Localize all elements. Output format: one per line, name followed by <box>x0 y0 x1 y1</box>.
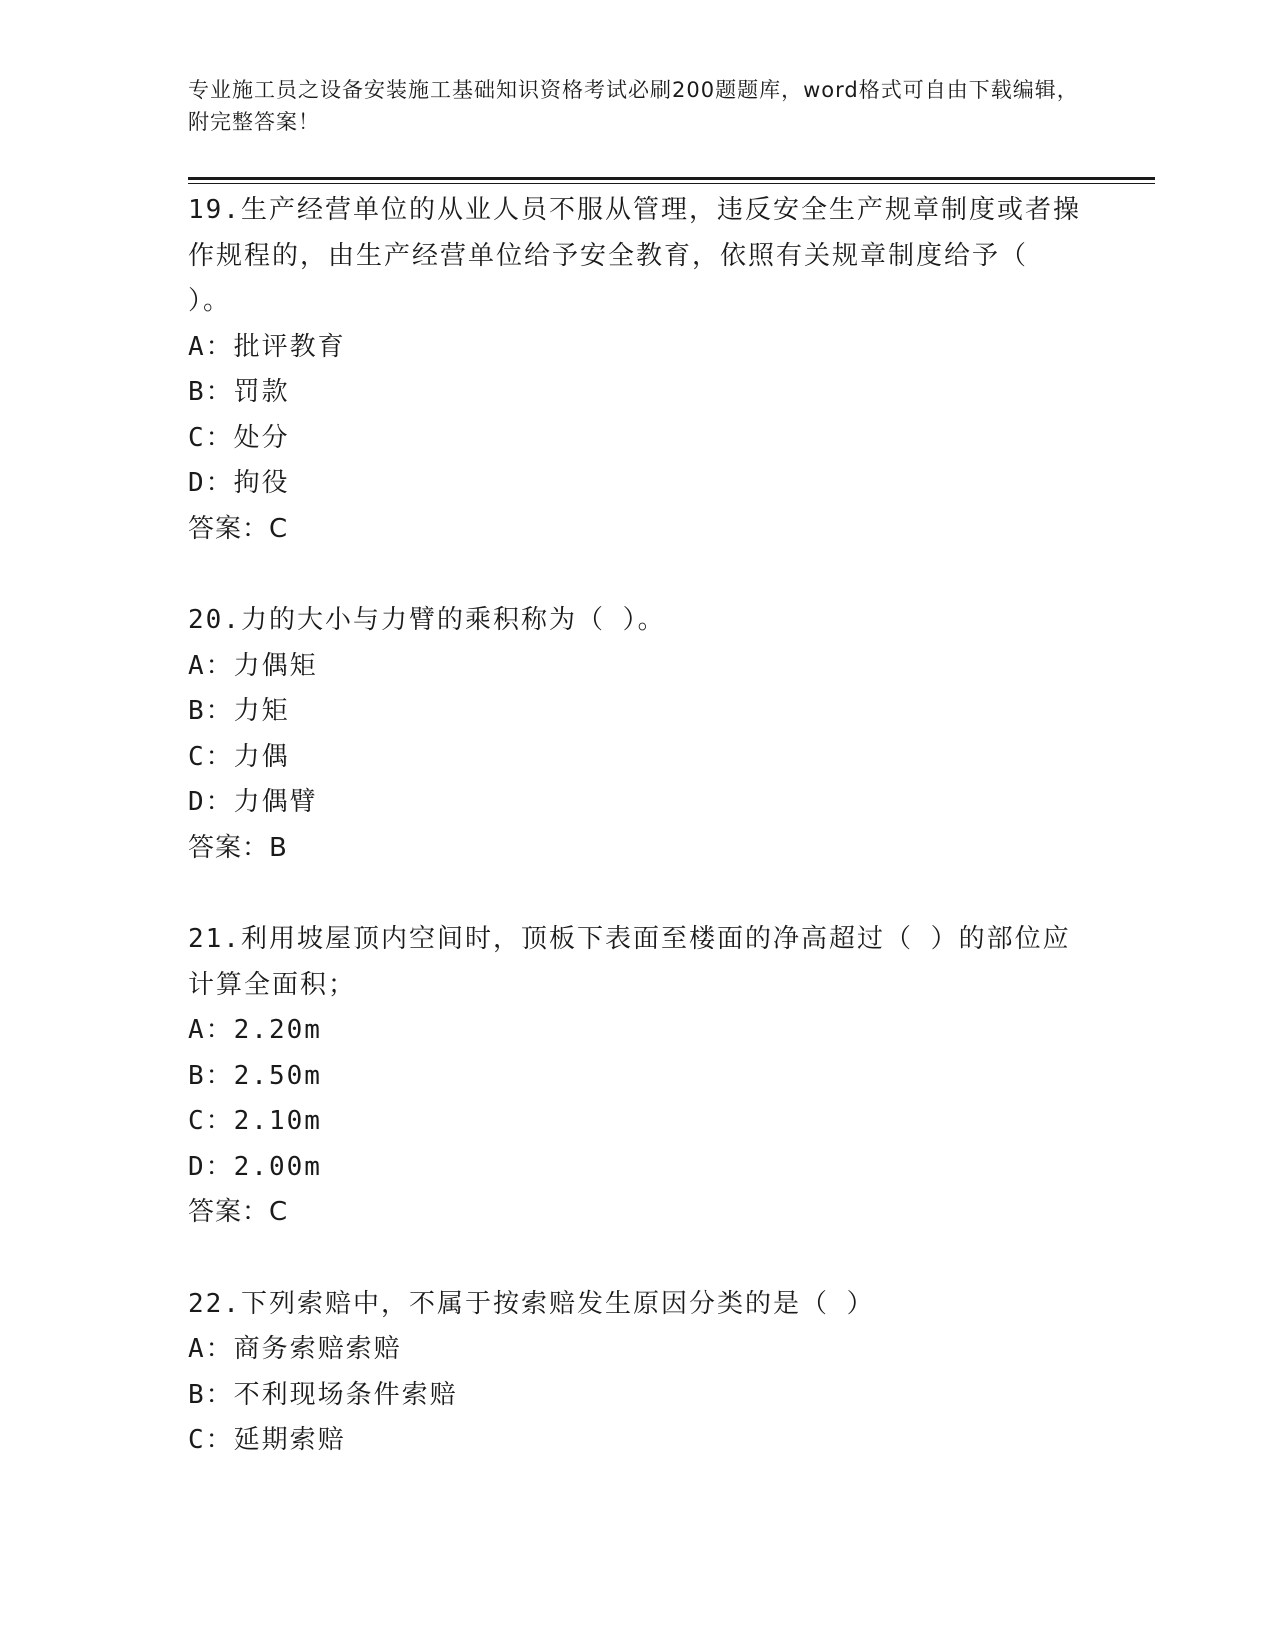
option-b: B：力矩 <box>188 696 290 726</box>
option-a: A：2.20m <box>188 1015 322 1045</box>
document-header: 专业施工员之设备安装施工基础知识资格考试必刷200题题库，word格式可自由下载编辑，附完整答案！ <box>188 78 1079 134</box>
option-c: C：处分 <box>188 422 290 453</box>
option-a: A：批评教育 <box>188 331 346 362</box>
question-20 <box>188 598 1088 871</box>
question-stem: 22.下列索赔中，不属于按索赔发生原因分类的是（ ） <box>188 1288 875 1319</box>
option-a: A：商务索赔索赔 <box>188 1334 402 1364</box>
question-stem: 20.力的大小与力臂的乘积称为（ ）。 <box>188 605 666 635</box>
question-19 <box>188 188 1088 552</box>
question-21 <box>188 917 1088 1236</box>
option-d: D：2.00m <box>188 1151 322 1182</box>
option-d: D：力偶臂 <box>188 787 318 817</box>
option-c: C：力偶 <box>188 741 290 772</box>
question-list <box>188 188 1088 1510</box>
option-c: C：2.10m <box>188 1106 322 1136</box>
option-b: B：2.50m <box>188 1060 322 1091</box>
option-d: D：拘役 <box>188 468 290 498</box>
answer-text: 答案：C <box>188 1197 289 1227</box>
question-22 <box>188 1282 1088 1464</box>
option-b: B：罚款 <box>188 377 290 407</box>
question-stem: 19.生产经营单位的从业人员不服从管理，违反安全生产规章制度或者操作规程的，由生产经营单位给予安全教育，依照有关规章制度给予（ ）。 <box>188 195 1081 316</box>
answer-text: 答案：B <box>188 832 288 863</box>
option-b: B：不利现场条件索赔 <box>188 1379 458 1410</box>
question-stem: 21.利用坡屋顶内空间时，顶板下表面至楼面的净高超过（ ）的部位应计算全面积； <box>188 924 1071 1000</box>
option-a: A：力偶矩 <box>188 650 318 681</box>
option-c: C：延期索赔 <box>188 1425 346 1455</box>
header-divider-thick <box>188 177 1155 180</box>
answer-text: 答案：C <box>188 513 289 544</box>
header-divider-thin <box>188 183 1155 184</box>
